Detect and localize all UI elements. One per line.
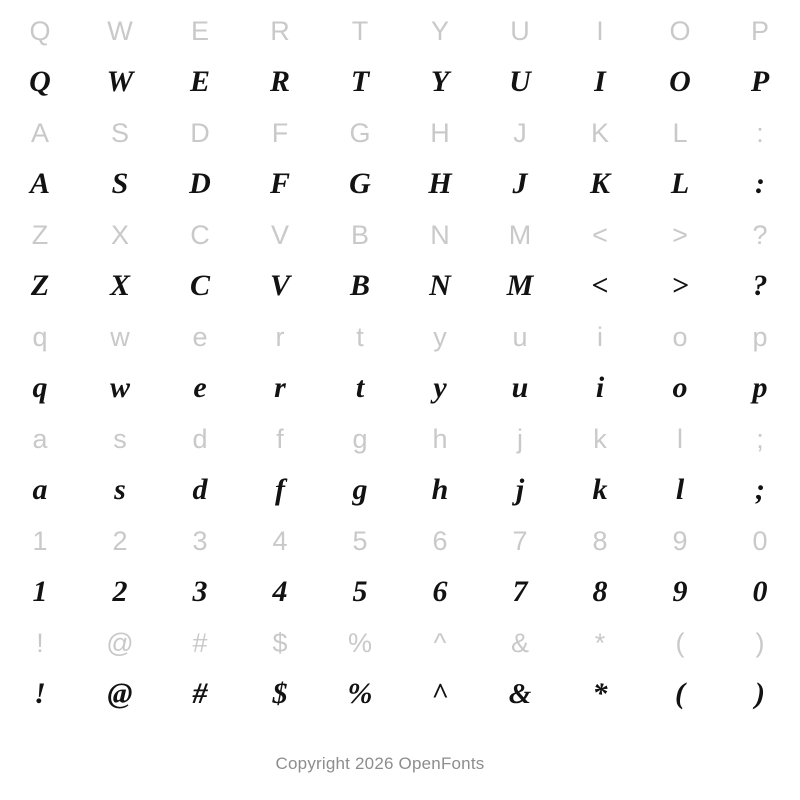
sample-glyph: E bbox=[189, 65, 210, 98]
reference-glyph: X bbox=[110, 219, 129, 250]
reference-glyph: T bbox=[351, 15, 369, 46]
reference-row bbox=[0, 414, 800, 464]
sample-glyph: 3 bbox=[192, 575, 208, 608]
reference-glyph: 9 bbox=[672, 525, 688, 556]
reference-glyph: ! bbox=[36, 627, 44, 658]
sample-glyph: S bbox=[111, 167, 129, 200]
sample-glyph: r bbox=[274, 371, 286, 404]
sample-glyph: 7 bbox=[512, 575, 528, 608]
reference-glyph: D bbox=[190, 117, 210, 148]
reference-glyph: h bbox=[432, 423, 448, 454]
reference-glyph: g bbox=[352, 423, 368, 454]
reference-glyph: W bbox=[107, 15, 133, 46]
reference-glyph: Y bbox=[430, 15, 449, 46]
reference-glyph: 0 bbox=[752, 525, 768, 556]
reference-glyph: # bbox=[192, 627, 208, 658]
sample-glyph: : bbox=[755, 167, 765, 200]
sample-glyph: L bbox=[670, 167, 690, 200]
reference-row bbox=[0, 516, 800, 566]
reference-glyph: < bbox=[592, 219, 608, 250]
reference-glyph: ? bbox=[752, 219, 768, 250]
reference-glyph: ; bbox=[756, 423, 764, 454]
sample-glyph: q bbox=[32, 371, 48, 404]
sample-glyph: % bbox=[347, 677, 373, 710]
sample-glyph: o bbox=[672, 371, 688, 404]
reference-glyph: $ bbox=[272, 627, 288, 658]
reference-row bbox=[0, 210, 800, 260]
reference-glyph: M bbox=[508, 219, 532, 250]
copyright-notice: Copyright 2026 OpenFonts bbox=[275, 754, 485, 773]
reference-glyph: Q bbox=[29, 15, 51, 46]
sample-glyph: X bbox=[109, 269, 130, 302]
reference-glyph: N bbox=[430, 219, 450, 250]
reference-glyph: ^ bbox=[433, 627, 447, 658]
reference-row bbox=[0, 618, 800, 668]
reference-glyph: R bbox=[270, 15, 290, 46]
reference-glyph: S bbox=[110, 117, 129, 148]
sample-glyph: O bbox=[669, 65, 691, 98]
reference-glyph: P bbox=[750, 15, 769, 46]
sample-glyph: > bbox=[671, 269, 689, 302]
sample-glyph: N bbox=[429, 269, 451, 302]
reference-glyph: > bbox=[672, 219, 688, 250]
sample-row bbox=[0, 362, 800, 414]
sample-glyph: U bbox=[509, 65, 531, 98]
sample-row bbox=[0, 464, 800, 516]
sample-glyph: H bbox=[428, 167, 452, 200]
reference-row bbox=[0, 6, 800, 56]
reference-glyph: O bbox=[669, 15, 691, 46]
sample-glyph: C bbox=[189, 269, 210, 302]
sample-glyph: * bbox=[592, 677, 608, 710]
sample-glyph: D bbox=[189, 167, 211, 200]
sample-glyph: Z bbox=[30, 269, 50, 302]
reference-glyph: @ bbox=[106, 627, 134, 658]
reference-glyph: k bbox=[593, 423, 607, 454]
sample-glyph: ) bbox=[755, 677, 765, 710]
sample-glyph: e bbox=[193, 371, 207, 404]
sample-glyph: 1 bbox=[32, 575, 48, 608]
sample-glyph: Q bbox=[29, 65, 51, 98]
reference-glyph: H bbox=[430, 117, 450, 148]
reference-glyph: 7 bbox=[512, 525, 528, 556]
sample-glyph: V bbox=[269, 269, 290, 302]
sample-glyph: t bbox=[355, 371, 365, 404]
reference-glyph: & bbox=[510, 627, 529, 658]
reference-glyph: q bbox=[32, 321, 48, 352]
sample-row bbox=[0, 158, 800, 210]
reference-glyph: s bbox=[113, 423, 127, 454]
reference-glyph: G bbox=[349, 117, 371, 148]
sample-glyph: s bbox=[114, 473, 126, 506]
reference-glyph: y bbox=[433, 321, 447, 352]
reference-glyph: V bbox=[270, 219, 289, 250]
reference-glyph: J bbox=[513, 117, 527, 148]
sample-row bbox=[0, 56, 800, 108]
reference-glyph: K bbox=[590, 117, 609, 148]
sample-row bbox=[0, 668, 800, 720]
sample-glyph: P bbox=[750, 65, 770, 98]
reference-glyph: l bbox=[677, 423, 683, 454]
sample-glyph: Y bbox=[430, 65, 450, 98]
reference-glyph: j bbox=[517, 423, 523, 454]
sample-glyph: G bbox=[349, 167, 371, 200]
sample-glyph: A bbox=[29, 167, 50, 200]
sample-glyph: g bbox=[352, 473, 368, 506]
reference-glyph: 1 bbox=[32, 525, 48, 556]
sample-glyph: @ bbox=[107, 677, 133, 710]
sample-row bbox=[0, 566, 800, 618]
sample-glyph: ^ bbox=[431, 677, 449, 710]
sample-glyph: 6 bbox=[432, 575, 448, 608]
reference-glyph: Z bbox=[31, 219, 49, 250]
sample-glyph: d bbox=[192, 473, 208, 506]
sample-glyph: B bbox=[349, 269, 370, 302]
reference-glyph: f bbox=[276, 423, 284, 454]
reference-glyph: 8 bbox=[592, 525, 608, 556]
sample-glyph: T bbox=[350, 65, 370, 98]
reference-glyph: a bbox=[32, 423, 48, 454]
reference-glyph: d bbox=[192, 423, 208, 454]
sample-glyph: i bbox=[595, 371, 605, 404]
reference-row bbox=[0, 312, 800, 362]
sample-glyph: 4 bbox=[272, 575, 288, 608]
reference-glyph: C bbox=[190, 219, 210, 250]
reference-glyph: u bbox=[512, 321, 528, 352]
sample-glyph: 0 bbox=[752, 575, 768, 608]
reference-glyph: 2 bbox=[112, 525, 128, 556]
sample-glyph: ; bbox=[755, 473, 765, 506]
reference-glyph: p bbox=[752, 321, 768, 352]
sample-glyph: h bbox=[431, 473, 449, 506]
reference-row bbox=[0, 108, 800, 158]
reference-glyph: 4 bbox=[272, 525, 288, 556]
reference-glyph: A bbox=[30, 117, 49, 148]
sample-glyph: u bbox=[511, 371, 529, 404]
sample-glyph: K bbox=[589, 167, 610, 200]
sample-glyph: w bbox=[109, 371, 130, 404]
glyph-grid bbox=[0, 6, 800, 720]
sample-glyph: & bbox=[508, 677, 532, 710]
sample-glyph: l bbox=[675, 473, 685, 506]
sample-glyph: ? bbox=[752, 269, 768, 302]
reference-glyph: e bbox=[192, 321, 208, 352]
sample-glyph: # bbox=[192, 677, 208, 710]
reference-glyph: * bbox=[594, 627, 606, 658]
reference-glyph: % bbox=[347, 627, 372, 658]
reference-glyph: t bbox=[356, 321, 364, 352]
reference-glyph: B bbox=[350, 219, 369, 250]
sample-glyph: 9 bbox=[672, 575, 688, 608]
sample-glyph: I bbox=[594, 65, 606, 98]
sample-glyph: J bbox=[512, 167, 528, 200]
sample-glyph: < bbox=[591, 269, 609, 302]
sample-glyph: f bbox=[275, 473, 285, 506]
sample-glyph: ! bbox=[34, 677, 46, 710]
sample-glyph: j bbox=[515, 473, 525, 506]
reference-glyph: : bbox=[756, 117, 764, 148]
reference-glyph: 5 bbox=[352, 525, 368, 556]
reference-glyph: U bbox=[510, 15, 530, 46]
sample-glyph: 8 bbox=[592, 575, 608, 608]
sample-glyph: R bbox=[269, 65, 290, 98]
reference-glyph: i bbox=[597, 321, 603, 352]
reference-glyph: F bbox=[271, 117, 289, 148]
sample-glyph: a bbox=[32, 473, 48, 506]
sample-glyph: 5 bbox=[352, 575, 368, 608]
reference-glyph: I bbox=[596, 15, 604, 46]
sample-glyph: F bbox=[269, 167, 290, 200]
sample-glyph: k bbox=[592, 473, 608, 506]
reference-glyph: ) bbox=[755, 627, 765, 658]
reference-glyph: 6 bbox=[432, 525, 448, 556]
reference-glyph: r bbox=[275, 321, 285, 352]
reference-glyph: ( bbox=[675, 627, 685, 658]
reference-glyph: w bbox=[110, 321, 130, 352]
sample-glyph: p bbox=[752, 371, 768, 404]
reference-glyph: L bbox=[672, 117, 688, 148]
reference-glyph: E bbox=[190, 15, 209, 46]
sample-glyph: W bbox=[106, 65, 134, 98]
sample-row bbox=[0, 260, 800, 312]
sample-glyph: M bbox=[506, 269, 534, 302]
sample-glyph: $ bbox=[272, 677, 288, 710]
sample-glyph: 2 bbox=[112, 575, 128, 608]
sample-glyph: ( bbox=[675, 677, 685, 710]
reference-glyph: 3 bbox=[192, 525, 208, 556]
sample-glyph: y bbox=[433, 371, 447, 404]
reference-glyph: o bbox=[672, 321, 688, 352]
